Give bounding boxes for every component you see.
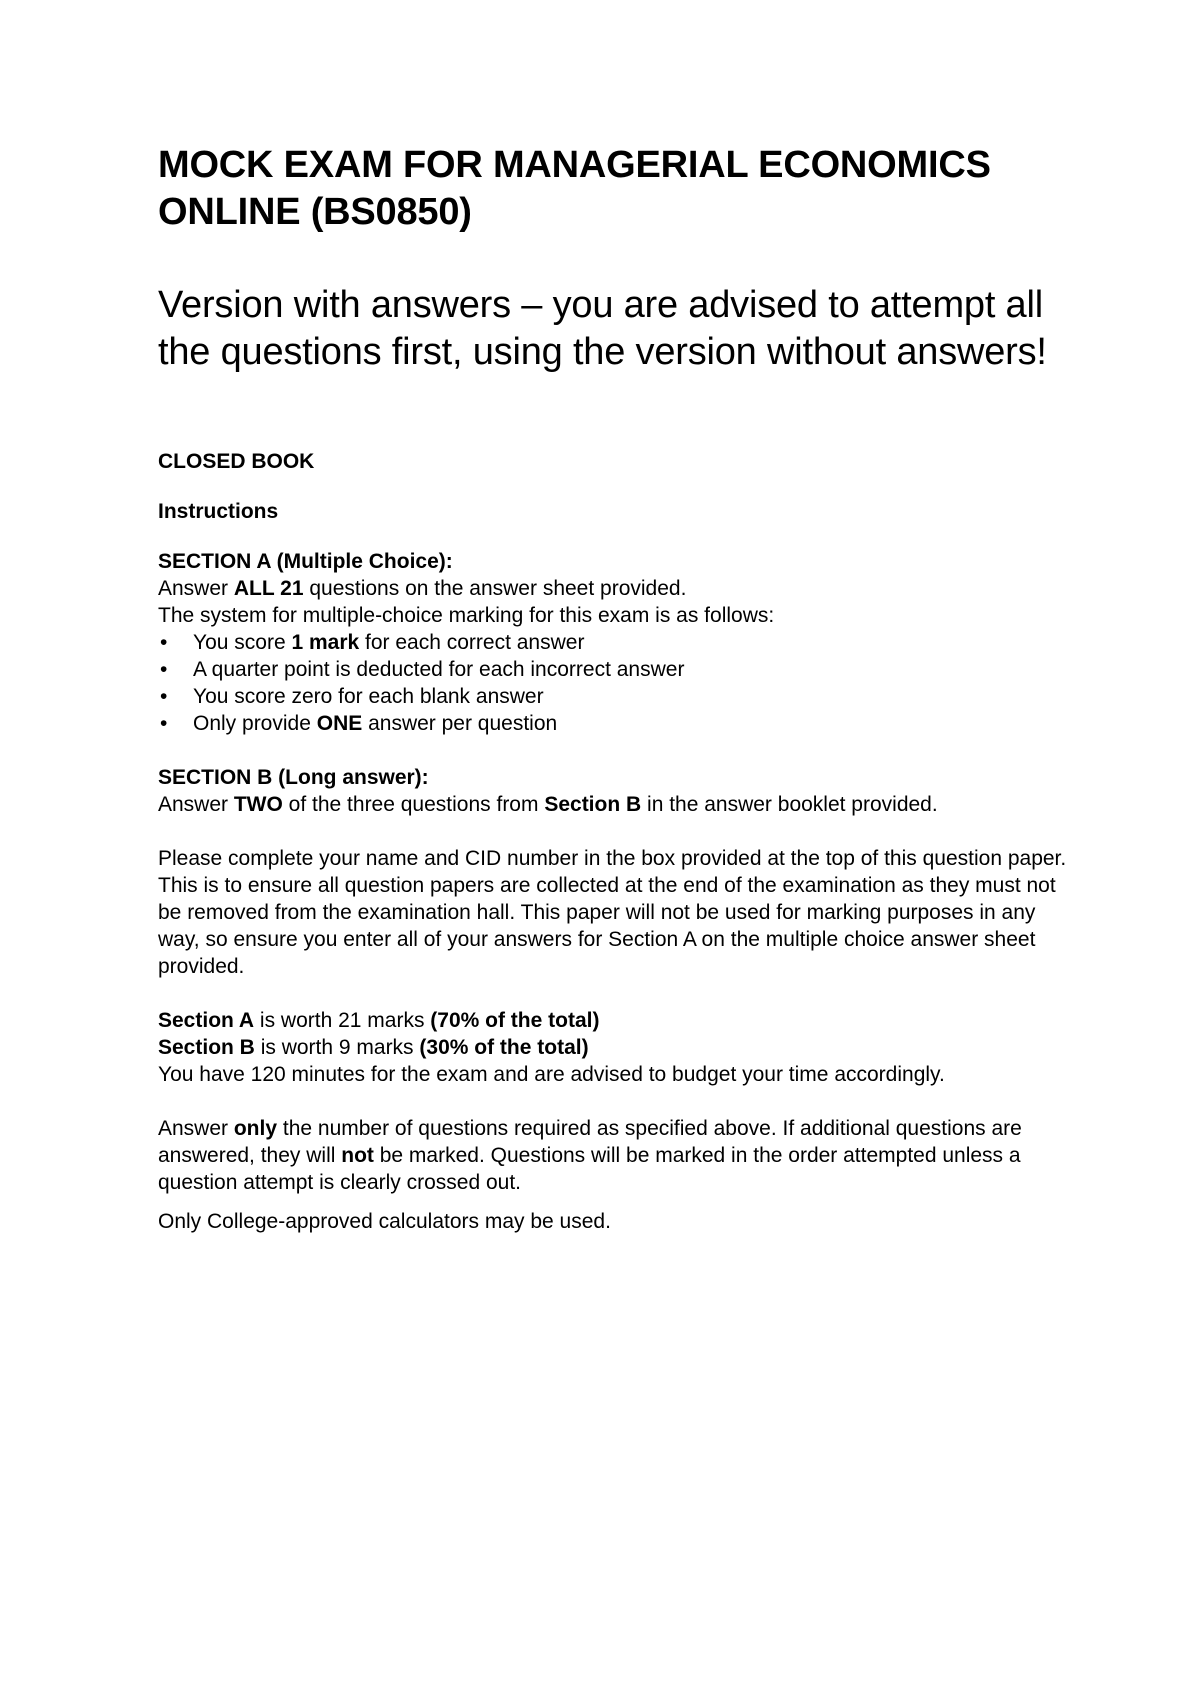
exam-time-line: You have 120 minutes for the exam and are advised to budget your time accordingly. (158, 1063, 945, 1086)
section-a-weight-line (158, 1007, 1078, 1034)
exam-title: MOCK EXAM FOR MANAGERIAL ECONOMICS ONLINE (BS0850) (158, 144, 991, 233)
exam-subtitle: Version with answers – you are advised to attempt all the questions first, using the version without answers! (158, 284, 1047, 373)
section-a-answer-line (158, 575, 1078, 602)
rule-text-bold: 1 mark (291, 631, 360, 654)
marking-rule-item (158, 629, 1078, 656)
bullet-icon: • (160, 712, 168, 735)
section-b-weight-line (158, 1034, 1078, 1061)
rule-text-pre: A quarter point is deducted for each incorrect answer (193, 658, 685, 681)
marking-system-line: The system for multiple-choice marking for this exam is as follows: (158, 604, 775, 627)
exam-cover-page (158, 142, 1078, 1235)
rule-text-pre: You score (193, 631, 292, 654)
rule-text-post: answer per question (362, 712, 558, 735)
rule-text-pre: Only provide (193, 712, 317, 735)
answer-only-paragraph (158, 1115, 1078, 1196)
section-b-pre: Answer (158, 793, 234, 816)
section-b-answer-line (158, 791, 1078, 818)
marking-rule-item (158, 656, 1078, 683)
marking-rule-item (158, 710, 1078, 737)
rule-text-bold: ONE (316, 712, 363, 735)
section-a-weight-text: is worth 21 marks (254, 1009, 431, 1032)
section-b-heading: SECTION B (Long answer): (158, 766, 429, 789)
calculators-note: Only College-approved calculators may be used. (158, 1210, 611, 1233)
answer-only-pre: Answer (158, 1117, 234, 1140)
section-b-weight-text: is worth 9 marks (254, 1036, 420, 1059)
bullet-icon: • (160, 685, 168, 708)
section-b-mid: of the three questions from (282, 793, 545, 816)
answer-only-mid: the number of questions required as specified above. If additional questions are answered, they will (158, 1117, 1022, 1167)
section-a-answer-count: ALL 21 (233, 577, 304, 600)
answer-only-post: be marked. Questions will be marked in the order attempted unless a question attempt is clearly crossed out. (158, 1144, 1021, 1194)
section-b-bold-section: Section B (544, 793, 642, 816)
completion-paragraph: Please complete your name and CID number in the box provided at the top of this question paper. This is to ensure all question papers are collected at the end of the examination as they must not be removed from the examination hall. This paper will not be used for marking purposes in any way, so ensure you enter all of your answers for Section A on the multiple choice answer sheet provided. (158, 847, 1067, 978)
bullet-icon: • (160, 658, 168, 681)
rule-text-post: for each correct answer (359, 631, 585, 654)
bullet-icon: • (160, 631, 168, 654)
section-a-weight-label: Section A (158, 1009, 255, 1032)
section-a-heading: SECTION A (Multiple Choice): (158, 550, 453, 573)
section-b-bold-count: TWO (233, 793, 283, 816)
section-a-answer-pre: Answer (158, 577, 234, 600)
section-b-weight-pct: (30% of the total) (419, 1036, 589, 1059)
section-b-weight-label: Section B (158, 1036, 255, 1059)
answer-not-bold: not (341, 1144, 374, 1167)
instructions-heading: Instructions (158, 500, 279, 523)
section-a-answer-post: questions on the answer sheet provided. (303, 577, 687, 600)
section-a-weight-pct: (70% of the total) (430, 1009, 600, 1032)
closed-book-label: CLOSED BOOK (158, 450, 315, 473)
marks-weighting-block (158, 1007, 1078, 1088)
answer-only-bold: only (233, 1117, 278, 1140)
marking-rule-item (158, 683, 1078, 710)
marking-rules-list (158, 629, 1078, 737)
rule-text-pre: You score zero for each blank answer (193, 685, 544, 708)
section-b-post: in the answer booklet provided. (641, 793, 938, 816)
